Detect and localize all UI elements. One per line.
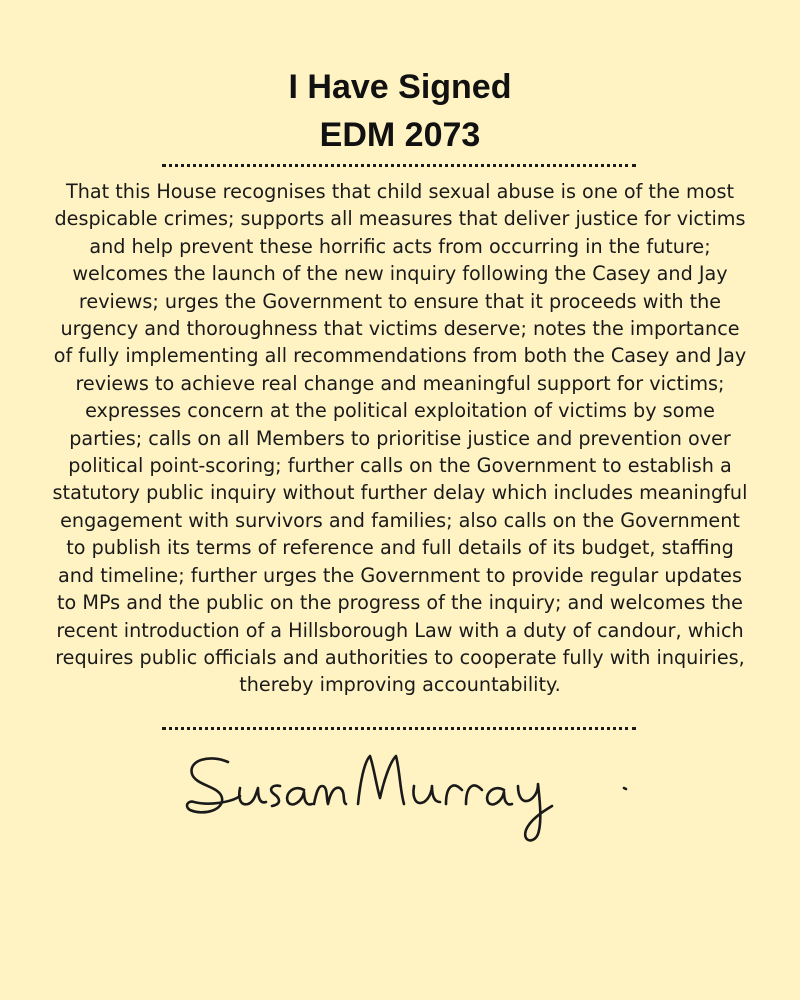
bottom-dotted-divider — [162, 727, 636, 730]
top-dotted-divider — [162, 164, 636, 167]
title-line-1: I Have Signed — [288, 68, 512, 106]
motion-text: That this House recognises that child sexual abuse is one of the most despicable crimes; supports all measures that deliver justice for victims and help prevent these horrific acts from occurring in the future; welcomes the launch of the new inquiry following the Casey and Jay reviews; urges the Government to ensure that it proceeds with the urgency and thoroughness that victims deserve; notes the importance of fully implementing all recommendations from both the Casey and Jay reviews to achieve real change and meaningful support for victims; expresses concern at the political exploitation of victims by some parties; calls on all Members to prioritise justice and prevention over political point-scoring; further calls on the Government to establish a statutory public inquiry without further delay which includes meaningful engagement with survivors and families; also calls on the Government to publish its terms of reference and full details of its budget, staffing and timeline; further urges the Government to provide regular updates to MPs and the public on the progress of the inquiry; and welcomes the recent introduction of a Hillsborough Law with a duty of candour, which requires public officials and authorities to cooperate fully with inquiries, thereby improving accountability. — [52, 180, 748, 697]
title-line-2: EDM 2073 — [319, 116, 481, 154]
handwritten-signature — [180, 740, 640, 850]
